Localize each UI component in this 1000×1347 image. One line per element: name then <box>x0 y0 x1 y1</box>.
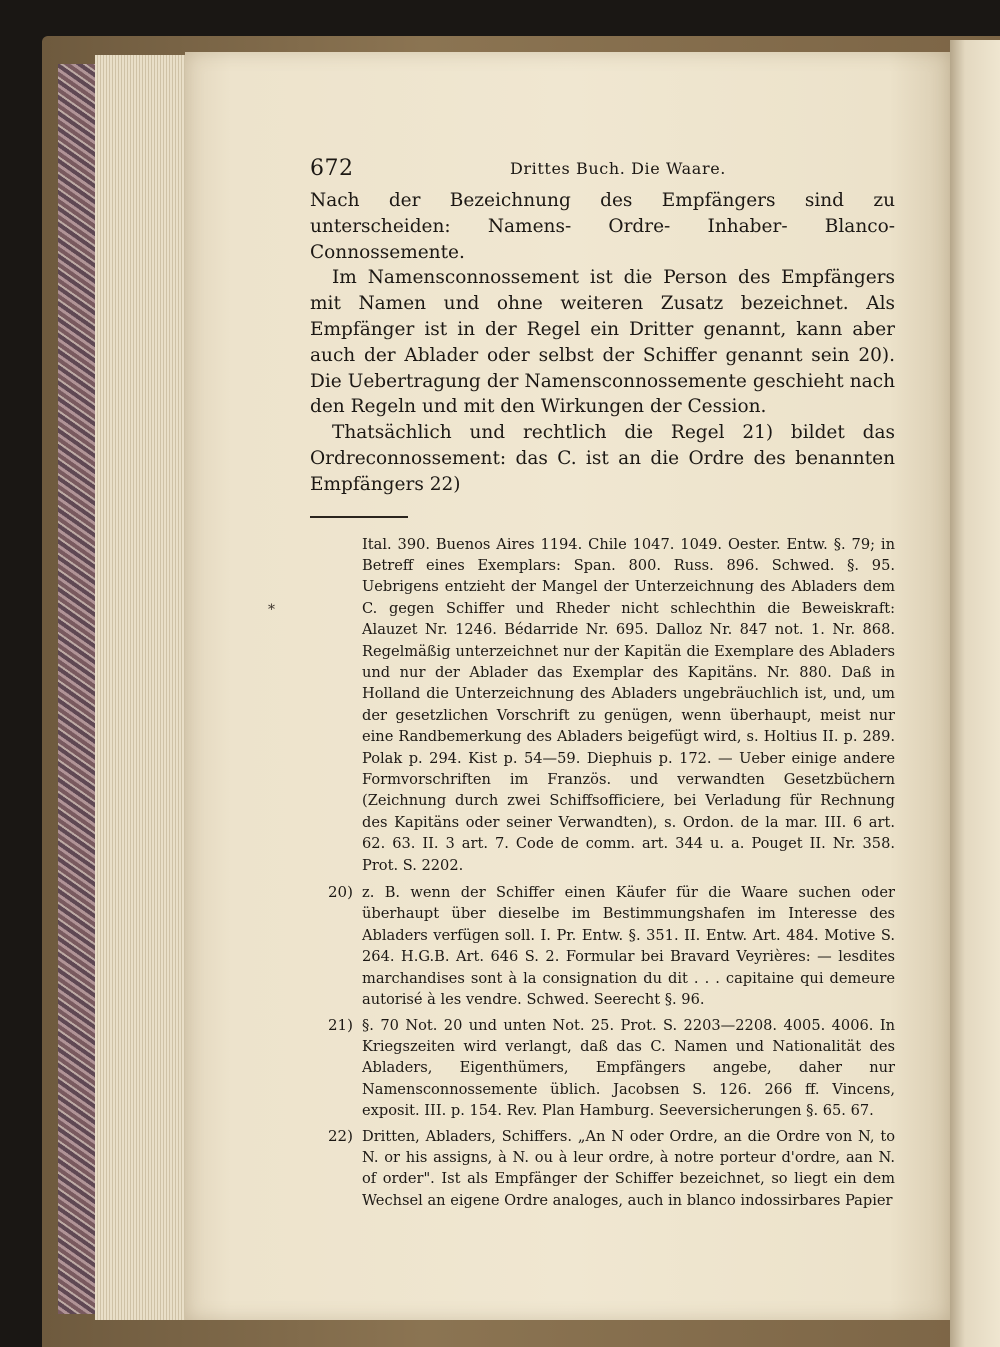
margin-mark: * <box>268 602 275 618</box>
footnote <box>310 1126 895 1212</box>
footnote <box>310 1015 895 1122</box>
footnote-text: z. B. wenn der Schiffer einen Käufer für die Waare suchen oder überhaupt über dieselbe im Bestimmungshafen im Interesse des Abladers verfügen soll. I. Pr. Entw. §. 351. II. Entw. Art. 484. Motive S. 264. H.G.B. Art. 646 S. 2. Formular bei Bravard Veyrières: — lesdites marchandises sont à la consignation du dit . . . capitaine qui demeure autorisé à les vendre. Schwed. Seerecht §. 96. <box>362 884 895 1009</box>
footnote <box>310 882 895 1010</box>
footnote-divider <box>310 516 408 518</box>
marbled-endpaper <box>58 64 100 1314</box>
footnote-number: 20) <box>328 883 353 902</box>
page-header <box>310 150 895 182</box>
facing-page-edge <box>950 40 1000 1347</box>
running-head: Drittes Buch. Die Waare. <box>510 159 726 178</box>
page-content <box>310 150 895 1215</box>
footnotes <box>310 534 895 1212</box>
page-stack-edge <box>95 55 193 1320</box>
footnote-number: 22) <box>328 1126 353 1145</box>
footnote-number: 21) <box>328 1015 353 1034</box>
paragraph: Im Namensconnossement ist die Person des Empfängers mit Namen und ohne weiteren Zusatz bezeichnet. Als Empfänger ist in der Regel ein Dritter genannt, kann aber auch der Ablader oder selbst der Schiffer genannt sein 20). Die Uebertragung der Namensconnossemente geschieht nach den Regeln und mit den Wirkungen der Cession. <box>310 267 895 418</box>
footnote-text: §. 70 Not. 20 und unten Not. 25. Prot. S. 2203—2208. 4005. 4006. In Kriegszeiten wird verlangt, daß das C. Namen und Nationalität des Abladers, Eigenthümers, Empfängers angebe, daher nur Namensconnossemente üblich. Jacobsen S. 126. 266 ff. Vincens, exposit. III. p. 154. Rev. Plan Hamburg. Seeversicherungen §. 65. 67. <box>362 1016 895 1120</box>
footnote-continuation: Ital. 390. Buenos Aires 1194. Chile 1047. 1049. Oester. Entw. §. 79; in Betreff eines Exemplars: Span. 800. Russ. 896. Schwed. §. 95. Uebrigens entzieht der Mangel der Unterzeichnung des Abladers dem C. gegen Schiffer und Rheder nicht schlechthin die Beweiskraft: Alauzet Nr. 1246. Bédarride Nr. 695. Dalloz Nr. 847 not. 1. Nr. 868. Regelmäßig unterzeichnet nur der Kapitän die Exemplare des Abladers und nur der Ablader das Exemplar des Kapitäns. Nr. 880. Daß in Holland die Unterzeichnung des Abladers ungebräuchlich ist, und, um der gesetzlichen Vorschrift zu genügen, wenn überhaupt, meist nur eine Randbemerkung des Abladers beigefügt wird, s. Holtius II. p. 289. Polak p. 294. Kist p. 54—59. Diephuis p. 172. — Ueber einige andere Formvorschriften im Französ. und verwandten Gesetzbüchern (Zeichnung durch zwei Schiffsofficiere, bei Verladung für Rechnung des Kapitäns oder seiner Verwandten), s. Ordon. de la mar. III. 6 art. 62. 63. II. 3 art. 7. Code de comm. art. 344 u. a. Pouget II. Nr. 358. Prot. S. 2202. <box>362 535 895 874</box>
footnote-text: Dritten, Abladers, Schiffers. „An N oder Ordre, an die Ordre von N, to N. or his assigns, à N. ou à leur ordre, à notre porteur d'ordre, aan N. of order". Ist als Empfänger der Schiffer bezeichnet, so liegt ein dem Wechsel an eigene Ordre analoges, auch in blanco indossirbares Papier <box>362 1127 895 1209</box>
main-text <box>310 188 895 498</box>
page-number: 672 <box>310 156 354 181</box>
paragraph: Thatsächlich und rechtlich die Regel 21) bildet das Ordreconnossement: das C. ist an die Ordre des benannten Empfängers 22) <box>310 422 895 495</box>
paragraph: Nach der Bezeichnung des Empfängers sind zu unterscheiden: Namens- Ordre- Inhaber- Blanco-Connossemente. <box>310 190 895 263</box>
